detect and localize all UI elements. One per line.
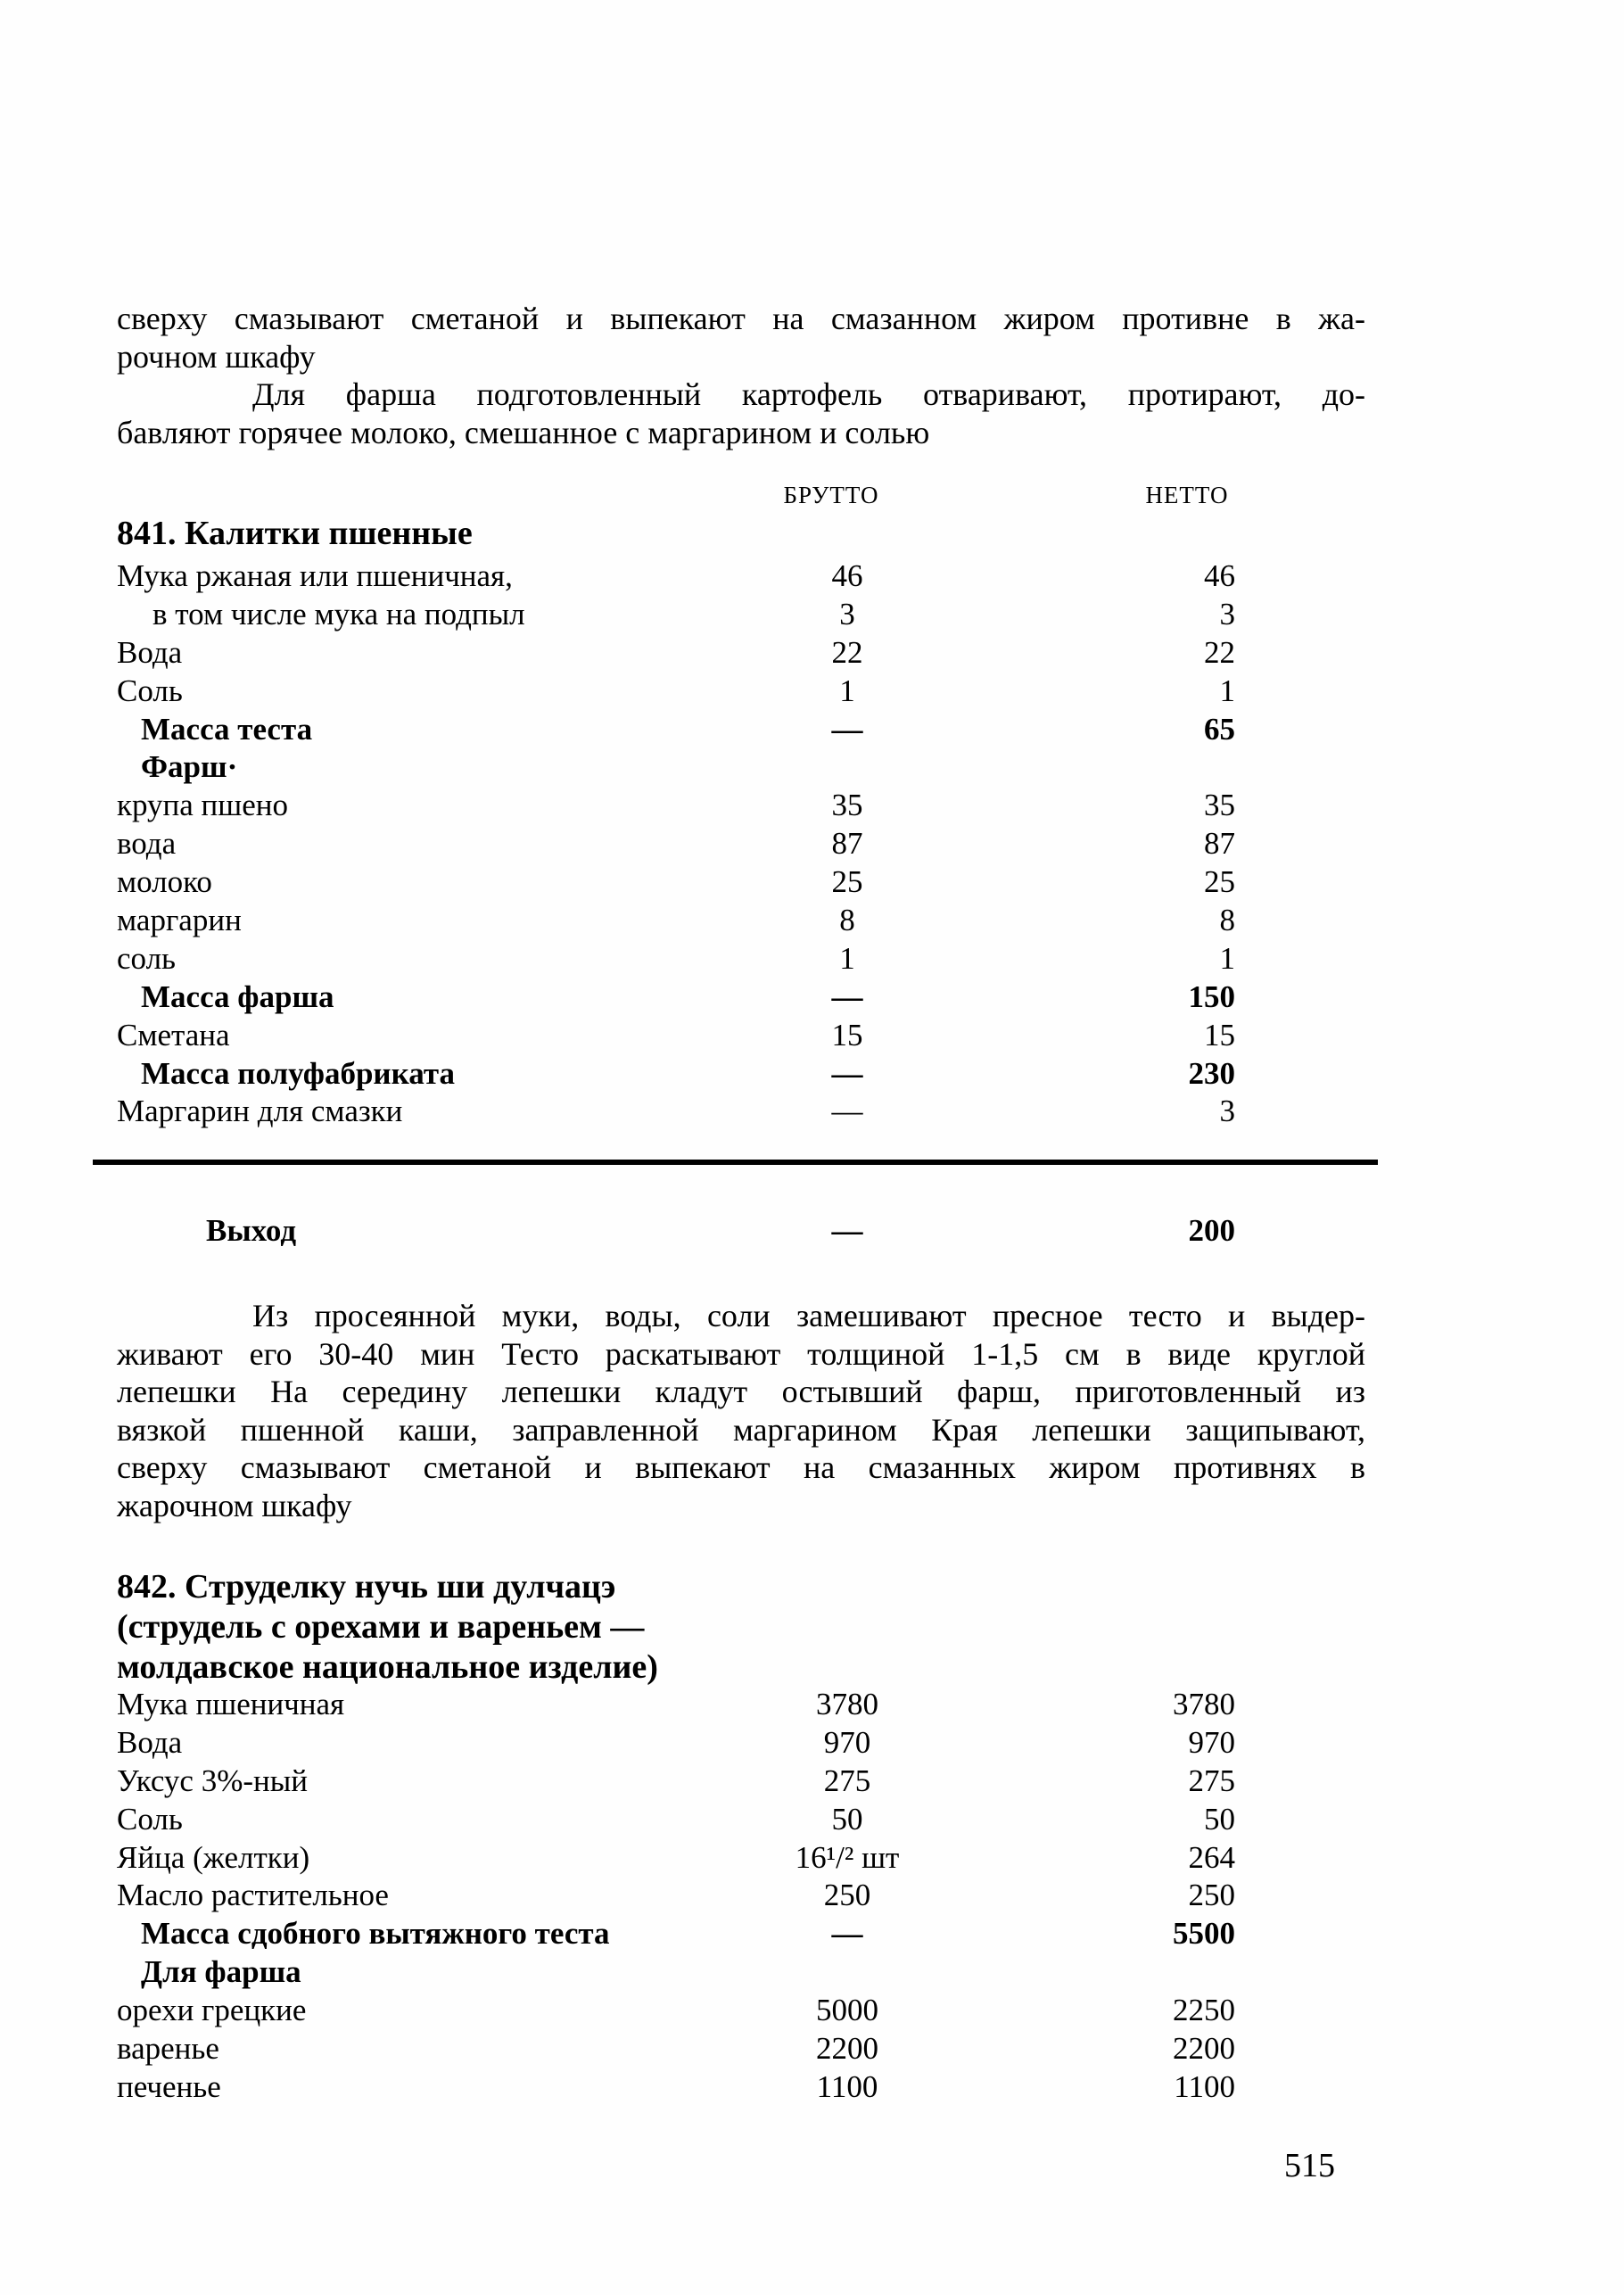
brutto-value: 250 (823, 1878, 871, 1913)
table-row (117, 1993, 1267, 2031)
yield-label: Выход (206, 1213, 297, 1248)
table-row-subtotal (117, 979, 1267, 1018)
brutto-value: 87 (831, 826, 863, 862)
ingredient-label: Соль (117, 673, 183, 708)
ingredient-label: Масса полуфабриката (141, 1055, 455, 1091)
paragraph-line: лепешки На середину лепешки кладут остывший фарш, приготовленный из (117, 1374, 1365, 1409)
ingredient-label: Масло растительное (117, 1878, 389, 1913)
netto-value: 46 (1204, 558, 1235, 593)
netto-value: 87 (1204, 826, 1235, 862)
paragraph-line: вязкой пшенной каши, заправленной маргарином Края лепешки защипывают, (117, 1411, 1365, 1448)
paragraph-line: рочном шкафу (117, 338, 316, 375)
ingredient-label: крупа пшено (117, 788, 289, 823)
table-row (117, 826, 1267, 864)
recipe-842-title-line: (струдель с орехами и вареньем — (117, 1608, 645, 1646)
netto-value: 15 (1204, 1017, 1235, 1053)
netto-value: 250 (1188, 1878, 1235, 1913)
ingredient-label: Маргарин для смазки (117, 1094, 403, 1129)
brutto-value: — (831, 1916, 863, 1952)
brutto-value: 275 (823, 1763, 871, 1798)
brutto-value: 3780 (816, 1687, 878, 1721)
table-row-subtotal (117, 1056, 1267, 1094)
ingredient-label: варенье (117, 2031, 219, 2067)
table-row (117, 1018, 1267, 1056)
yield-row (117, 1213, 1267, 1251)
table-row-subheading (117, 749, 1267, 788)
netto-value: 1100 (1174, 2068, 1235, 2104)
ingredient-label: печенье (117, 2068, 221, 2104)
brutto-value: 3 (839, 596, 855, 632)
ingredient-label: Сметана (117, 1017, 230, 1053)
ingredient-label: Соль (117, 1801, 183, 1837)
ingredient-label: Масса теста (141, 711, 313, 747)
brutto-value: 1 (839, 940, 855, 976)
brutto-value: 970 (823, 1724, 871, 1760)
page-number: 515 (1284, 2147, 1335, 2184)
netto-value: 25 (1204, 864, 1235, 900)
paragraph-line: сверху смазывают сметаной и выпекают на смазанных жиром противнях в (117, 1449, 1365, 1485)
ingredient-label: орехи грецкие (117, 1993, 307, 2028)
netto-value: 150 (1188, 978, 1235, 1014)
ingredient-label: маргарин (117, 903, 242, 938)
table-row (117, 1763, 1267, 1802)
netto-value: 8 (1219, 903, 1235, 938)
brutto-value: — (831, 1094, 863, 1129)
brutto-value: 1100 (816, 2068, 878, 2104)
netto-value: 22 (1204, 634, 1235, 670)
ingredient-label: Мука ржаная или пшеничная, (117, 558, 513, 593)
column-header-netto: НЕТТО (1145, 482, 1229, 508)
brutto-value: 15 (831, 1017, 863, 1053)
method-paragraph (117, 1297, 1365, 1524)
ingredient-label: Масса сдобного вытяжного теста (141, 1916, 610, 1952)
brutto-value: — (831, 1055, 863, 1091)
netto-value: 5500 (1173, 1916, 1235, 1952)
table-row (117, 2069, 1267, 2108)
table-row (117, 558, 1267, 597)
brutto-value: 25 (831, 864, 863, 900)
netto-value: 35 (1204, 788, 1235, 823)
brutto-value: 1 (839, 673, 855, 708)
ingredient-label: Уксус 3%-ный (117, 1763, 308, 1798)
table-row (117, 2031, 1267, 2069)
brutto-value: 35 (831, 788, 863, 823)
brutto-value: 5000 (816, 1993, 878, 2028)
recipe-842-table (117, 1687, 1267, 2108)
brutto-value: 16¹/² шт (795, 1839, 900, 1875)
netto-value: 2200 (1173, 2031, 1235, 2067)
ingredient-label: Мука пшеничная (117, 1687, 345, 1721)
recipe-842-title-line: молдавское национальное изделие) (117, 1648, 658, 1686)
table-row (117, 673, 1267, 712)
netto-value: 264 (1188, 1839, 1235, 1875)
table-row (117, 1878, 1267, 1916)
ingredient-label: Фарш· (141, 749, 238, 785)
netto-value: 1 (1219, 940, 1235, 976)
recipe-841-table (117, 558, 1267, 1132)
table-row (117, 1094, 1267, 1132)
intro-paragraph (117, 300, 1365, 451)
table-row-subtotal (117, 1916, 1267, 1954)
recipe-842-title-line: 842. Струделку нучь ши дулчацэ (117, 1568, 616, 1606)
brutto-value: 8 (839, 903, 855, 938)
recipe-842-title (117, 1567, 830, 1688)
netto-value: 65 (1204, 711, 1235, 747)
brutto-value: 2200 (816, 2031, 878, 2067)
brutto-value: — (831, 978, 863, 1014)
paragraph-line: сверху смазывают сметаной и выпекают на смазанном жиром противне в жа- (117, 301, 1365, 336)
brutto-value: 22 (831, 634, 863, 670)
ingredient-label: вода (117, 826, 177, 862)
table-row (117, 597, 1267, 635)
table-row-subtotal (117, 712, 1267, 750)
table-row (117, 903, 1267, 941)
ingredient-label: Вода (117, 634, 183, 670)
paragraph-line: бавляют горячее молоко, смешанное с маргарином и солью (117, 414, 930, 450)
table-row (117, 788, 1267, 826)
ingredient-label: молоко (117, 864, 212, 900)
brutto-value: — (831, 1213, 863, 1248)
ingredient-label: Масса фарша (141, 978, 334, 1014)
paragraph-line: жарочном шкафу (117, 1487, 352, 1523)
paragraph-line: живают его 30-40 мин Тесто раскатывают толщиной 1-1,5 см в виде круглой (117, 1335, 1365, 1372)
netto-value: 230 (1188, 1055, 1235, 1091)
table-row (117, 1802, 1267, 1840)
ingredient-label: Яйца (желтки) (117, 1839, 310, 1875)
ingredient-label: Для фарша (141, 1954, 301, 1990)
table-row (117, 1725, 1267, 1763)
netto-value: 1 (1219, 673, 1235, 708)
paragraph-line: Для фарша подготовленный картофель отваривают, протирают, до- (252, 376, 1365, 412)
table-row (117, 635, 1267, 673)
table-row (117, 1687, 1267, 1725)
netto-value: 50 (1204, 1801, 1235, 1837)
table-row (117, 941, 1267, 979)
netto-value: 200 (1188, 1213, 1235, 1248)
table-row (117, 1840, 1267, 1878)
paragraph-line: Из просеянной муки, воды, соли замешивают пресное тесто и выдер- (252, 1298, 1365, 1333)
brutto-value: 46 (831, 558, 863, 593)
netto-value: 2250 (1173, 1993, 1235, 2028)
column-header-brutto: БРУТТО (783, 482, 879, 508)
ingredient-label: соль (117, 940, 177, 976)
ingredient-label: Вода (117, 1724, 183, 1760)
table-row (117, 864, 1267, 903)
table-row-subheading (117, 1954, 1267, 1993)
netto-value: 3780 (1173, 1687, 1235, 1721)
netto-value: 275 (1188, 1763, 1235, 1798)
ingredient-label: в том числе мука на подпыл (153, 596, 525, 632)
netto-value: 3 (1219, 596, 1235, 632)
divider-rule (93, 1160, 1378, 1165)
brutto-value: 50 (831, 1801, 863, 1837)
recipe-841-title: 841. Калитки пшенные (117, 515, 473, 552)
netto-value: 3 (1219, 1094, 1235, 1129)
netto-value: 970 (1188, 1724, 1235, 1760)
brutto-value: — (831, 711, 863, 747)
